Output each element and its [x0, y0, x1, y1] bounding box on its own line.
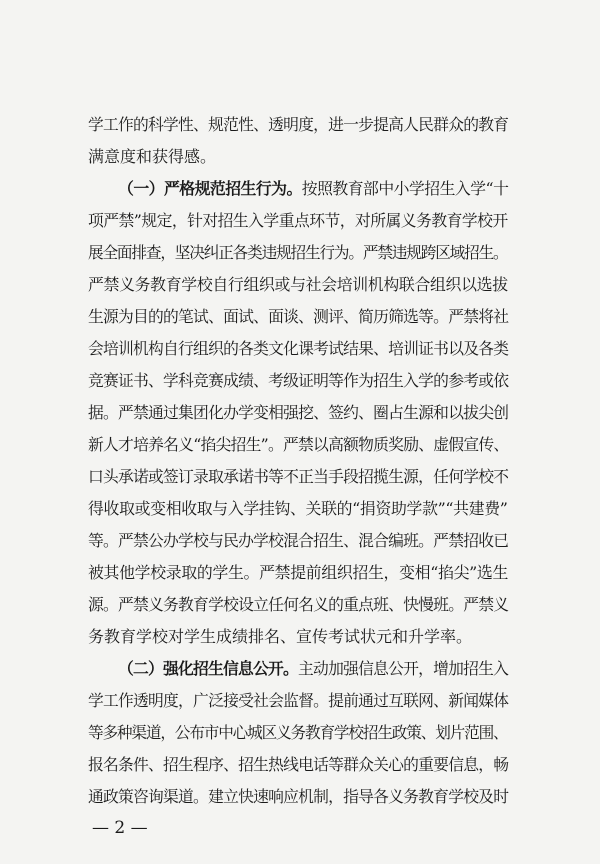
text-segment: 学工作透明度，广泛接受社会监督。提前通过互联网、新闻媒体: [88, 691, 509, 710]
text-segment: 务教育学校对学生成绩排名、宣传考试状元和升学率。: [88, 627, 473, 646]
text-line: [88, 211, 508, 231]
text-segment: 生源为目的的笔试、面试、面谈、测评、简历筛选等。严禁将社: [88, 307, 509, 326]
text-line: [88, 275, 508, 295]
page-number: — 2 —: [92, 818, 148, 838]
text-segment: 口头承诺或签订录取承诺书等不正当手段招揽生源，任何学校不: [88, 467, 509, 486]
text-segment: 报名条件、招生程序、招生热线电话等群众关心的重要信息，畅: [88, 755, 509, 774]
text-segment: 竞赛证书、学科竞赛成绩、考级证明等作为招生入学的参考或依: [88, 371, 509, 390]
text-line: [88, 147, 508, 167]
text-segment: 被其他学校录取的学生。严禁提前组织招生，变相“掐尖”选生: [88, 563, 509, 582]
text-segment: 新人才培养名义“掐尖招生”。严禁以高额物质奖励、虚假宣传、: [88, 435, 509, 454]
text-segment: 等多种渠道，公布市中心城区义务教育学校招生政策、划片范围、: [88, 723, 508, 742]
text-segment: 得收取或变相收取与入学挂钩、关联的“捐资助学款”“共建费”: [88, 499, 508, 518]
text-line: [88, 339, 509, 359]
text-line: [88, 787, 509, 807]
text-line: [88, 627, 508, 647]
text-line: [88, 755, 509, 775]
text-line: [88, 403, 509, 423]
text-line: [88, 563, 509, 583]
section-heading-line: [118, 659, 509, 679]
text-segment: 展全面排查，坚决纠正各类违规招生行为。严禁违规跨区域招生。: [88, 243, 508, 262]
text-line: [88, 371, 509, 391]
text-line: [88, 691, 509, 711]
text-line: [88, 115, 509, 135]
text-segment: 学工作的科学性、规范性、透明度，进一步提高人民群众的教育: [88, 115, 509, 134]
section-heading: （一）严格规范招生行为。: [118, 179, 302, 198]
text-segment: 会培训机构自行组织的各类文化课考试结果、培训证书以及各类: [88, 339, 509, 358]
text-segment: 严禁义务教育学校自行组织或与社会培训机构联合组织以选拔: [88, 275, 508, 294]
text-line: [88, 243, 508, 263]
text-line: [88, 467, 509, 487]
text-segment: 按照教育部中小学招生入学“十: [301, 179, 509, 198]
text-segment: 源。严禁义务教育学校设立任何名义的重点班、快慢班。严禁义: [88, 595, 509, 614]
text-line: [88, 435, 509, 455]
text-line: [88, 595, 509, 615]
text-line: [88, 307, 509, 327]
text-segment: 通政策咨询渠道。建立快速响应机制，指导各义务教育学校及时: [88, 787, 509, 806]
text-segment: 据。严禁通过集团化办学变相强挖、签约、圈占生源和以拔尖创: [88, 403, 509, 422]
text-segment: 项严禁”规定，针对招生入学重点环节，对所属义务教育学校开: [88, 211, 508, 230]
text-line: [88, 723, 508, 743]
text-segment: 主动加强信息公开，增加招生入: [298, 659, 509, 678]
section-heading: （二）强化招生信息公开。: [118, 659, 299, 678]
text-segment: 满意度和获得感。: [88, 147, 217, 166]
text-line: [88, 531, 509, 551]
text-line: [88, 499, 508, 519]
text-segment: 等。严禁公办学校与民办学校混合招生、混合编班。严禁招收已: [88, 531, 509, 550]
section-heading-line: [118, 179, 509, 199]
